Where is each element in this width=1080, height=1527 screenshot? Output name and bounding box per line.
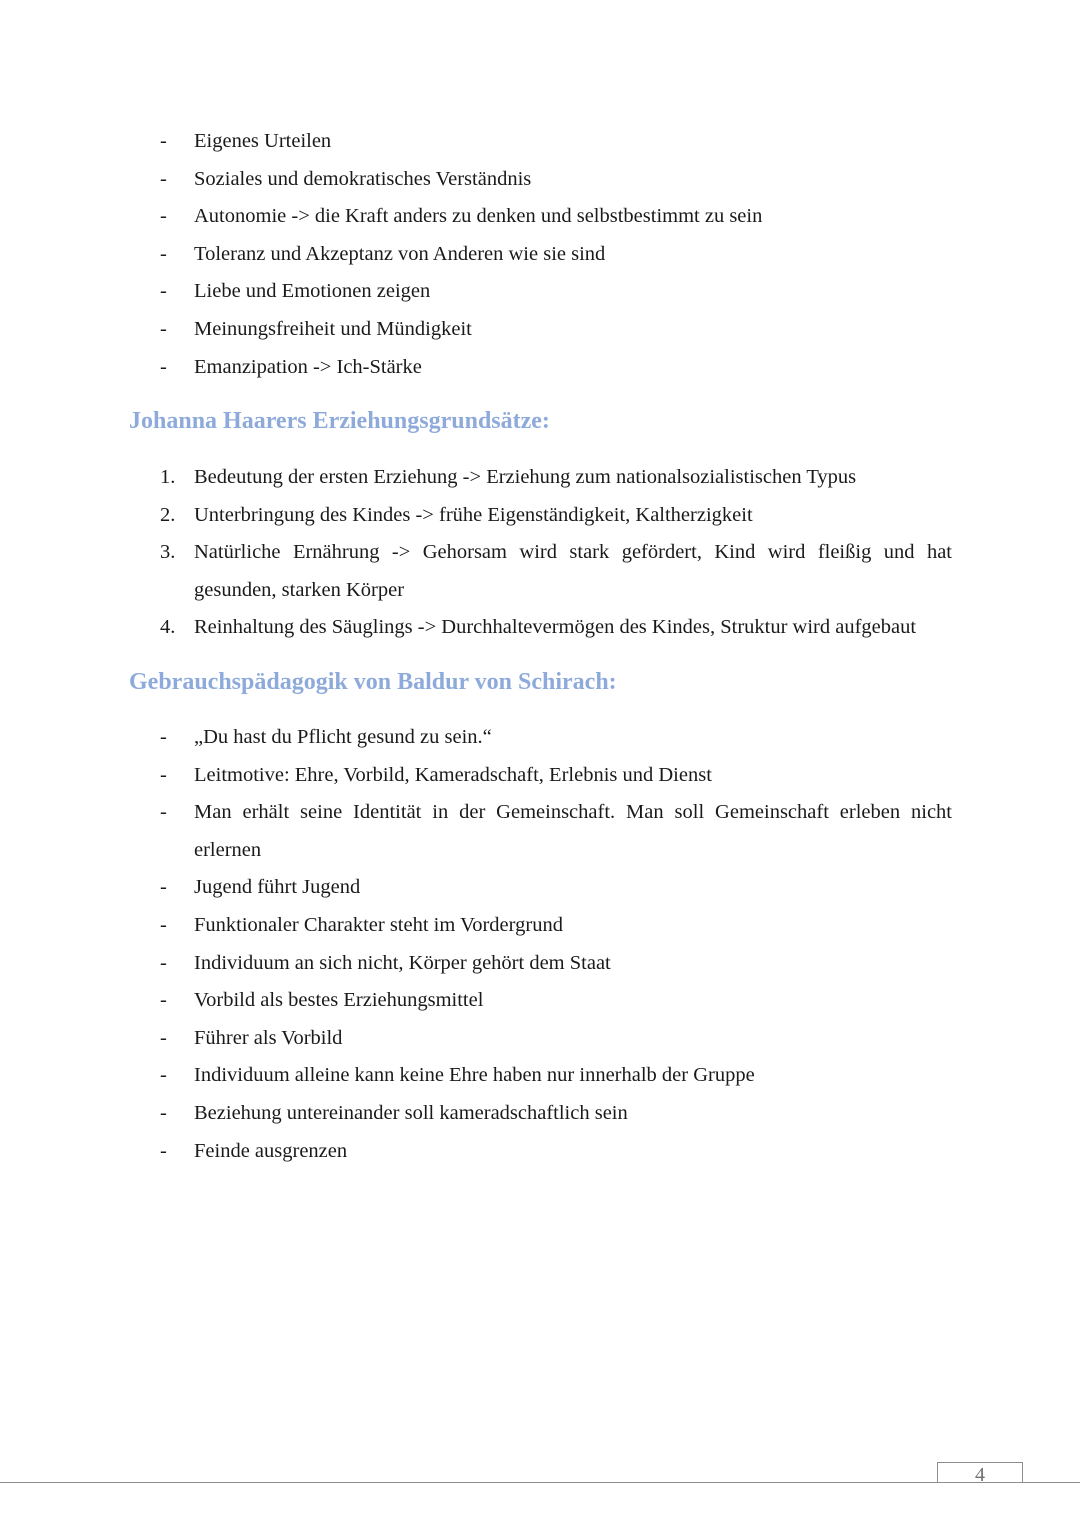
- list-item: [0, 273, 1080, 311]
- list-item: [0, 311, 1080, 349]
- values-list: [0, 123, 1080, 386]
- dash-bullet: -: [160, 801, 167, 824]
- list-item-text: Beziehung untereinander soll kameradschaftlich sein: [194, 1101, 628, 1124]
- item-number: 3.: [160, 541, 176, 564]
- list-item: [0, 757, 1080, 795]
- dash-bullet: -: [160, 951, 167, 974]
- list-item-text: Jugend führt Jugend: [194, 876, 361, 899]
- item-text: Unterbringung des Kindes -> frühe Eigenständigkeit, Kaltherzigkeit: [194, 503, 753, 526]
- list-item: [0, 1057, 1080, 1095]
- list-item-text: Führer als Vorbild: [194, 1026, 343, 1049]
- footer-rule: [0, 1482, 1080, 1483]
- list-item-text: Feinde ausgrenzen: [194, 1139, 348, 1162]
- dash-bullet: -: [160, 317, 167, 340]
- dash-bullet: -: [160, 167, 167, 190]
- page-number: 4: [975, 1464, 985, 1486]
- dash-bullet: -: [160, 130, 167, 152]
- dash-bullet: -: [160, 355, 167, 378]
- list-item: [0, 1095, 1080, 1133]
- list-item-text: Soziales und demokratisches Verständnis: [194, 167, 532, 190]
- list-item: [0, 161, 1080, 199]
- dash-bullet: -: [160, 763, 167, 786]
- list-item-text: Autonomie -> die Kraft anders zu denken und selbstbestimmt zu sein: [194, 205, 763, 228]
- list-item: [0, 236, 1080, 274]
- dash-bullet: -: [160, 280, 167, 303]
- dash-bullet: -: [160, 1064, 167, 1087]
- item-number: 4.: [160, 616, 176, 639]
- dash-bullet: -: [160, 913, 167, 936]
- list-item: [0, 1020, 1080, 1058]
- list-item: [0, 869, 1080, 907]
- dash-bullet: -: [160, 726, 167, 748]
- list-item-text: Liebe und Emotionen zeigen: [194, 280, 431, 303]
- list-item-text: Funktionaler Charakter steht im Vordergrund: [194, 913, 563, 936]
- list-item-text: Toleranz und Akzeptanz von Anderen wie sie sind: [194, 242, 606, 265]
- list-item: [0, 907, 1080, 945]
- list-item-text: Man erhält seine Identität in der Gemeinschaft. Man soll Gemeinschaft erleben nicht erlernen: [194, 801, 952, 861]
- list-item: [0, 982, 1080, 1020]
- section-heading-schirach: Gebrauchspädagogik von Baldur von Schirach:: [129, 669, 617, 695]
- numbered-item: [0, 534, 1080, 609]
- item-text: Natürliche Ernährung -> Gehorsam wird stark gefördert, Kind wird fleißig und hat gesunden, starken Körper: [194, 541, 952, 601]
- schirach-list: [0, 719, 1080, 1170]
- item-text: Reinhaltung des Säuglings -> Durchhaltevermögen des Kindes, Struktur wird aufgebaut: [194, 616, 917, 639]
- list-item-text: Emanzipation -> Ich-Stärke: [194, 355, 422, 378]
- haarer-principles-list: [0, 459, 1080, 647]
- list-item: [0, 794, 1080, 869]
- dash-bullet: -: [160, 1101, 167, 1124]
- item-number: 2.: [160, 503, 176, 526]
- list-item-text: Leitmotive: Ehre, Vorbild, Kameradschaft, Erlebnis und Dienst: [194, 763, 712, 786]
- dash-bullet: -: [160, 876, 167, 899]
- numbered-item: [0, 497, 1080, 535]
- list-item: [0, 1133, 1080, 1171]
- list-item-text: Vorbild als bestes Erziehungsmittel: [194, 989, 484, 1012]
- numbered-item: [0, 459, 1080, 497]
- list-item-text: Meinungsfreiheit und Mündigkeit: [194, 317, 472, 340]
- list-item-text: Individuum an sich nicht, Körper gehört dem Staat: [194, 951, 611, 974]
- list-item: [0, 945, 1080, 983]
- list-item: [0, 719, 1080, 757]
- list-item: [0, 198, 1080, 236]
- dash-bullet: -: [160, 205, 167, 228]
- list-item: [0, 123, 1080, 161]
- dash-bullet: -: [160, 989, 167, 1012]
- section-heading-haarer: Johanna Haarers Erziehungsgrundsätze:: [129, 408, 550, 434]
- list-item-text: Individuum alleine kann keine Ehre haben nur innerhalb der Gruppe: [194, 1064, 755, 1087]
- numbered-item: [0, 609, 1080, 647]
- dash-bullet: -: [160, 1139, 167, 1162]
- list-item-text: „Du hast du Pflicht gesund zu sein.“: [194, 726, 492, 748]
- dash-bullet: -: [160, 1026, 167, 1049]
- list-item: [0, 349, 1080, 387]
- item-number: 1.: [160, 466, 176, 488]
- list-item-text: Eigenes Urteilen: [194, 130, 332, 152]
- item-text: Bedeutung der ersten Erziehung -> Erziehung zum nationalsozialistischen Typus: [194, 466, 857, 488]
- dash-bullet: -: [160, 242, 167, 265]
